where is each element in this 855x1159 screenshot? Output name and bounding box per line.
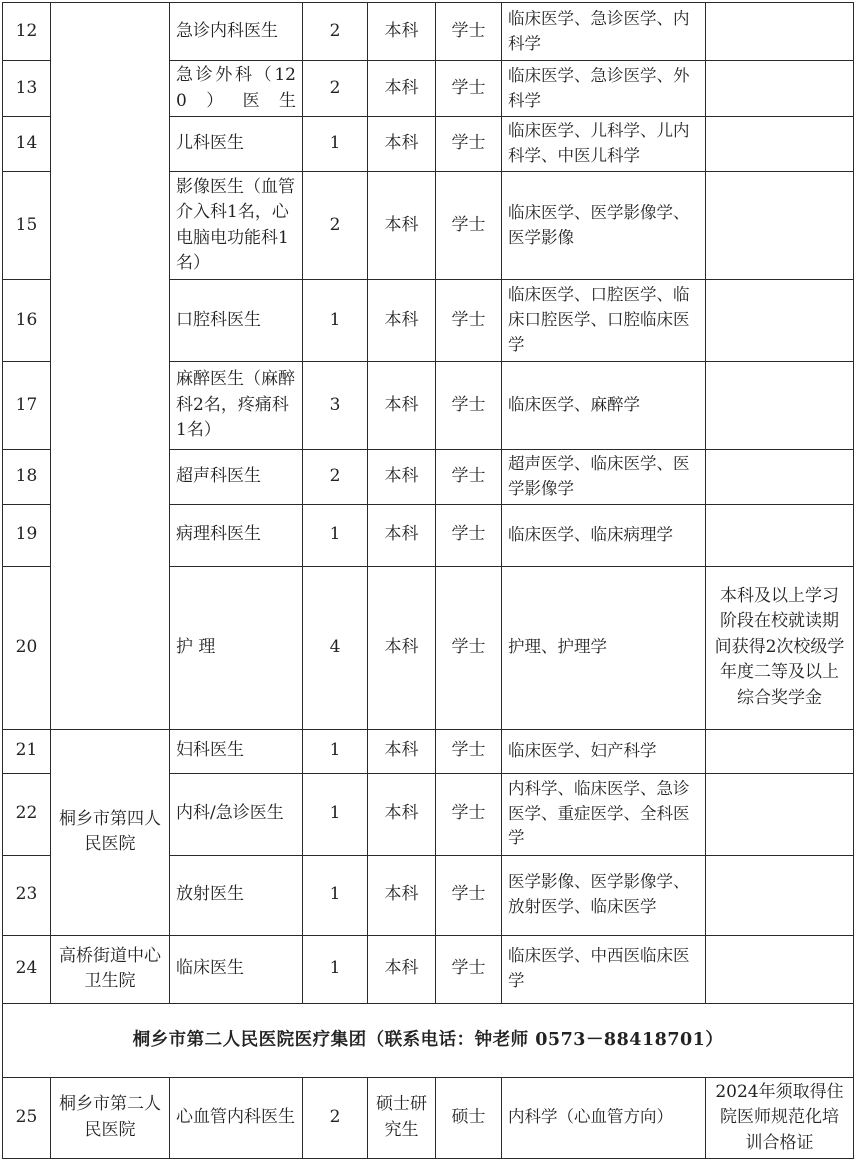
row-number: 20 xyxy=(3,566,51,729)
count-cell: 1 xyxy=(303,117,368,172)
major-cell: 护理、护理学 xyxy=(502,566,706,729)
table-row xyxy=(3,729,854,773)
count-cell: 1 xyxy=(303,280,368,362)
row-number: 12 xyxy=(3,3,51,61)
degree-cell: 学士 xyxy=(436,3,502,61)
recruitment-table xyxy=(2,2,854,1159)
other-requirement-cell xyxy=(706,855,854,935)
major-cell: 内科学、临床医学、急诊医学、重症医学、全科医学 xyxy=(502,773,706,855)
count-cell: 2 xyxy=(303,1077,368,1159)
position-cell: 急诊外科（120）医生 xyxy=(170,61,303,117)
count-cell: 1 xyxy=(303,504,368,566)
row-number: 16 xyxy=(3,280,51,362)
group-header-row xyxy=(3,1003,854,1077)
other-requirement-cell xyxy=(706,280,854,362)
count-cell: 2 xyxy=(303,61,368,117)
degree-cell: 学士 xyxy=(436,280,502,362)
row-number: 17 xyxy=(3,362,51,450)
count-cell: 2 xyxy=(303,450,368,505)
degree-cell: 学士 xyxy=(436,504,502,566)
row-number: 22 xyxy=(3,773,51,855)
education-cell: 本科 xyxy=(368,117,436,172)
degree-cell: 硕士 xyxy=(436,1077,502,1159)
row-number: 13 xyxy=(3,61,51,117)
other-requirement-cell xyxy=(706,450,854,505)
row-number: 21 xyxy=(3,729,51,773)
group-header: 桐乡市第二人民医院医疗集团（联系电话：钟老师 0573－88418701） xyxy=(3,1003,854,1077)
education-cell: 本科 xyxy=(368,729,436,773)
education-cell: 本科 xyxy=(368,855,436,935)
major-cell: 临床医学、口腔医学、临床口腔医学、口腔临床医学 xyxy=(502,280,706,362)
major-cell: 临床医学、急诊医学、内科学 xyxy=(502,3,706,61)
degree-cell: 学士 xyxy=(436,362,502,450)
row-number: 23 xyxy=(3,855,51,935)
other-requirement-cell: 本科及以上学习阶段在校就读期间获得2次校级学年度二等及以上综合奖学金 xyxy=(706,566,854,729)
position-cell: 儿科医生 xyxy=(170,117,303,172)
other-requirement-cell xyxy=(706,172,854,280)
position-cell: 超声科医生 xyxy=(170,450,303,505)
degree-cell: 学士 xyxy=(436,855,502,935)
position-cell: 护 理 xyxy=(170,566,303,729)
degree-cell: 学士 xyxy=(436,773,502,855)
major-cell: 临床医学、医学影像学、医学影像 xyxy=(502,172,706,280)
position-cell: 妇科医生 xyxy=(170,729,303,773)
degree-cell: 学士 xyxy=(436,172,502,280)
row-number: 15 xyxy=(3,172,51,280)
degree-cell: 学士 xyxy=(436,729,502,773)
other-requirement-cell xyxy=(706,935,854,1003)
row-number: 25 xyxy=(3,1077,51,1159)
education-cell: 本科 xyxy=(368,935,436,1003)
degree-cell: 学士 xyxy=(436,450,502,505)
education-cell: 本科 xyxy=(368,504,436,566)
other-requirement-cell xyxy=(706,117,854,172)
degree-cell: 学士 xyxy=(436,61,502,117)
position-cell: 口腔科医生 xyxy=(170,280,303,362)
position-cell: 心血管内科医生 xyxy=(170,1077,303,1159)
degree-cell: 学士 xyxy=(436,935,502,1003)
unit-cell: 桐乡市第二人民医院 xyxy=(51,1077,170,1159)
education-cell: 硕士研究生 xyxy=(368,1077,436,1159)
major-cell: 超声医学、临床医学、医学影像学 xyxy=(502,450,706,505)
table-row xyxy=(3,1077,854,1159)
count-cell: 4 xyxy=(303,566,368,729)
unit-cell-empty xyxy=(51,3,170,730)
count-cell: 1 xyxy=(303,729,368,773)
education-cell: 本科 xyxy=(368,61,436,117)
education-cell: 本科 xyxy=(368,172,436,280)
table-row xyxy=(3,935,854,1003)
education-cell: 本科 xyxy=(368,362,436,450)
degree-cell: 学士 xyxy=(436,566,502,729)
unit-cell: 高桥街道中心卫生院 xyxy=(51,935,170,1003)
count-cell: 1 xyxy=(303,935,368,1003)
other-requirement-cell xyxy=(706,504,854,566)
count-cell: 3 xyxy=(303,362,368,450)
position-cell: 临床医生 xyxy=(170,935,303,1003)
count-cell: 2 xyxy=(303,172,368,280)
count-cell: 1 xyxy=(303,773,368,855)
major-cell: 医学影像、医学影像学、放射医学、临床医学 xyxy=(502,855,706,935)
count-cell: 1 xyxy=(303,855,368,935)
other-requirement-cell xyxy=(706,773,854,855)
major-cell: 临床医学、急诊医学、外科学 xyxy=(502,61,706,117)
row-number: 14 xyxy=(3,117,51,172)
other-requirement-cell: 2024年须取得住院医师规范化培训合格证 xyxy=(706,1077,854,1159)
major-cell: 临床医学、中西医临床医学 xyxy=(502,935,706,1003)
other-requirement-cell xyxy=(706,3,854,61)
other-requirement-cell xyxy=(706,61,854,117)
position-cell: 病理科医生 xyxy=(170,504,303,566)
major-cell: 临床医学、儿科学、儿内科学、中医儿科学 xyxy=(502,117,706,172)
unit-cell: 桐乡市第四人民医院 xyxy=(51,729,170,935)
major-cell: 临床医学、麻醉学 xyxy=(502,362,706,450)
row-number: 24 xyxy=(3,935,51,1003)
position-cell: 放射医生 xyxy=(170,855,303,935)
other-requirement-cell xyxy=(706,729,854,773)
education-cell: 本科 xyxy=(368,450,436,505)
other-requirement-cell xyxy=(706,362,854,450)
position-cell: 内科/急诊医生 xyxy=(170,773,303,855)
education-cell: 本科 xyxy=(368,280,436,362)
row-number: 18 xyxy=(3,450,51,505)
major-cell: 临床医学、临床病理学 xyxy=(502,504,706,566)
education-cell: 本科 xyxy=(368,3,436,61)
row-number: 19 xyxy=(3,504,51,566)
position-cell: 急诊内科医生 xyxy=(170,3,303,61)
position-cell: 麻醉医生（麻醉科2名，疼痛科1名） xyxy=(170,362,303,450)
major-cell: 内科学（心血管方向） xyxy=(502,1077,706,1159)
position-cell: 影像医生（血管介入科1名，心电脑电功能科1名） xyxy=(170,172,303,280)
major-cell: 临床医学、妇产科学 xyxy=(502,729,706,773)
degree-cell: 学士 xyxy=(436,117,502,172)
count-cell: 2 xyxy=(303,3,368,61)
table-row xyxy=(3,3,854,61)
education-cell: 本科 xyxy=(368,566,436,729)
education-cell: 本科 xyxy=(368,773,436,855)
